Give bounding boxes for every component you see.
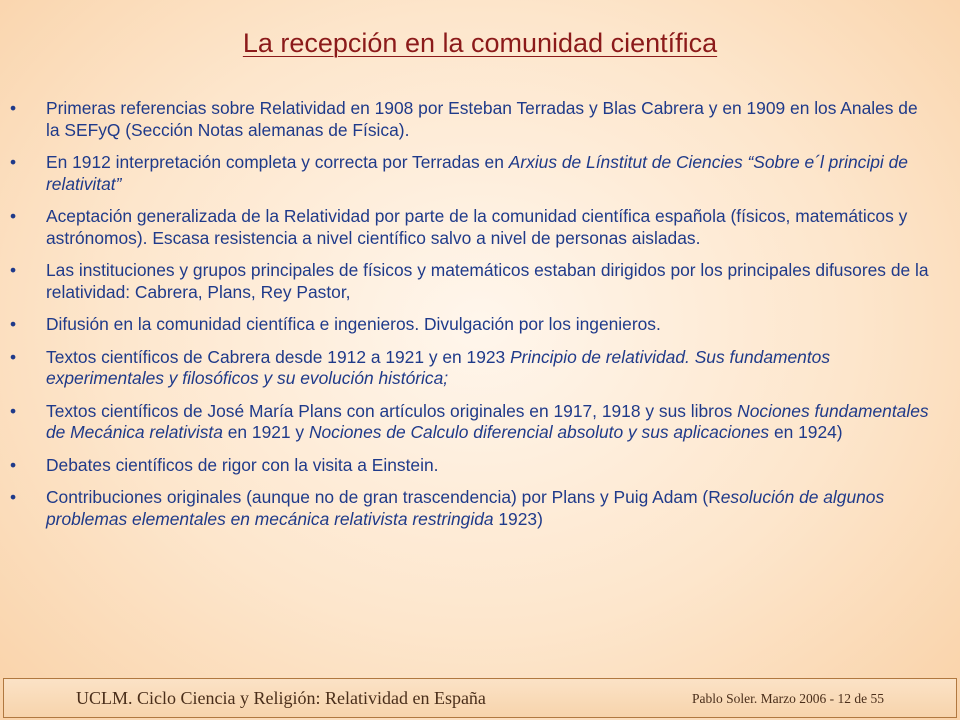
bullet-marker: • (10, 206, 17, 226)
bullet-item (10, 401, 930, 444)
bullet-item (10, 98, 930, 141)
bullet-marker: • (10, 454, 17, 475)
bullet-marker: • (10, 314, 17, 334)
bullet-text: Aceptación generalizada de la Relatividad por parte de la comunidad científica española (físicos, matemáticos y astrónomos). Escasa resistencia a nivel científico salvo a nivel de personas aisladas. (46, 206, 908, 248)
bullet-marker: • (10, 260, 17, 280)
bullet-marker: • (10, 346, 17, 367)
bullet-item (10, 314, 930, 336)
bullet-list (10, 98, 930, 541)
bullet-text: En 1912 interpretación completa y correcta por Terradas en (46, 152, 509, 172)
bullet-marker: • (10, 400, 17, 421)
bullet-text: Textos científicos de Cabrera desde 1912 a 1921 y en 1923 (46, 346, 511, 367)
bullet-marker: • (10, 98, 17, 118)
footer-course-title: UCLM. Ciclo Ciencia y Religión: Relatividad en España (76, 688, 486, 708)
bullet-text: Las instituciones y grupos principales de físicos y matemáticos estaban dirigidos por los principales difusores de la relatividad: Cabrera, Plans, Rey Pastor, (46, 260, 929, 302)
bullet-text-italic: Principio de relatividad. Sus fundamentos experimentales y filosóficos y su evolución histórica; (46, 346, 831, 388)
bullet-text: Contribuciones originales (aunque no de gran trascendencia) por Plans y Puig Adam (R (46, 487, 721, 507)
bullet-text: Primeras referencias sobre Relatividad en 1908 por Esteban Terradas y Blas Cabrera y en 1909 en los Anales de la SEFyQ (Sección Notas alemanas de Física). (46, 98, 918, 140)
bullet-text-italic: Nociones de Calculo diferencial absoluto y sus aplicaciones (308, 422, 770, 442)
bullet-item (10, 487, 930, 530)
bullet-text-italic: Arxius de Línstitut de Ciencies “Sobre e´l principi de relativitat” (46, 152, 908, 194)
bullet-text-italic: Nociones fundamentales de Mecánica relativista (46, 400, 929, 442)
bullet-text: en 1924) (769, 422, 843, 442)
slide-title: La recepción en la comunidad científica (242, 28, 718, 58)
bullet-marker: • (10, 152, 17, 172)
bullet-text: 1923) (493, 508, 543, 529)
footer-bar (3, 678, 957, 718)
bullet-text: Textos científicos de José María Plans con artículos originales en 1917, 1918 y sus libros (46, 400, 738, 421)
bullet-item (10, 152, 930, 195)
bullet-item (10, 206, 930, 249)
bullet-text: Debates científicos de rigor con la visita a Einstein. (46, 454, 439, 475)
bullet-text: en 1921 y (222, 422, 309, 442)
bullet-item (10, 260, 930, 303)
bullet-item (10, 455, 930, 477)
bullet-marker: • (10, 487, 17, 507)
bullet-text-italic: esolución de algunos problemas elementales en mecánica relativista restringida (46, 487, 885, 529)
bullet-text: Difusión en la comunidad científica e ingenieros. Divulgación por los ingenieros. (46, 314, 661, 334)
footer-author-page: Pablo Soler. Marzo 2006 - 12 de 55 (692, 691, 884, 706)
bullet-item (10, 347, 930, 390)
